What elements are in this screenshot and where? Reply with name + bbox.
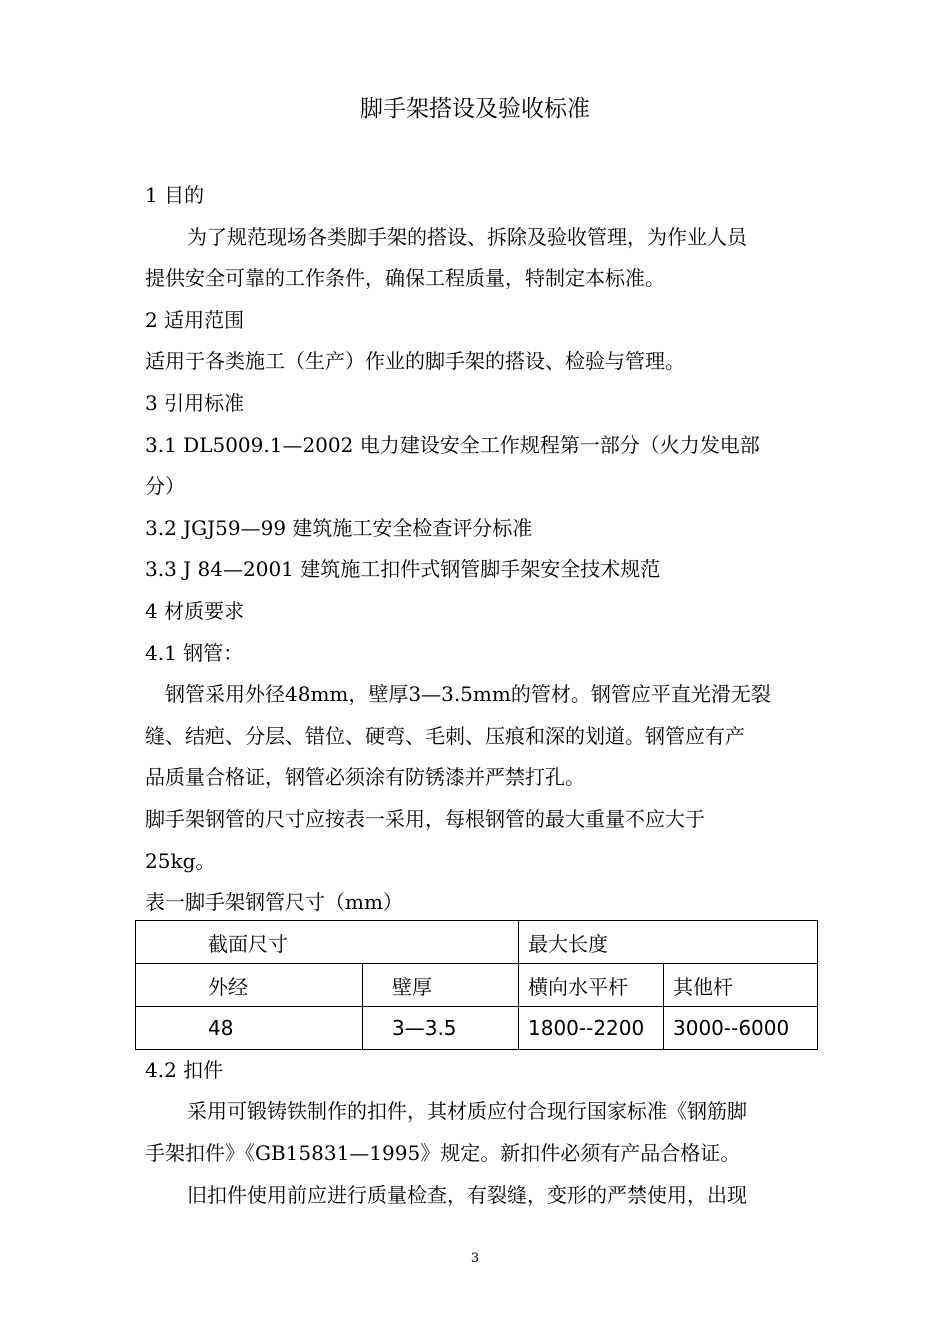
table-cell: 3000--6000 [664, 1007, 818, 1050]
paragraph-line: 手架扣件》《GB15831—1995》规定。新扣件必须有产品合格证。 [145, 1141, 741, 1165]
document-title: 脚手架搭设及验收标准 [360, 96, 590, 122]
paragraph-line: 提供安全可靠的工作条件，确保工程质量，特制定本标准。 [145, 266, 665, 290]
table-header-cell: 外经 [136, 964, 363, 1007]
paragraph-line: 旧扣件使用前应进行质量检查，有裂缝，变形的严禁使用，出现 [187, 1183, 747, 1207]
paragraph-line: 缝、结疤、分层、错位、硬弯、毛刺、压痕和深的划道。钢管应有产 [145, 724, 745, 748]
table-header-cell: 横向水平杆 [519, 964, 664, 1007]
table-row [136, 1007, 818, 1050]
section-heading: 1 目的 [145, 183, 205, 207]
table-cell: 3—3.5 [363, 1007, 519, 1050]
paragraph-line: 脚手架钢管的尺寸应按表一采用，每根钢管的最大重量不应大于 [145, 807, 705, 831]
paragraph-line: 品质量合格证，钢管必须涂有防锈漆并严禁打孔。 [145, 765, 585, 789]
section-heading: 2 适用范围 [145, 308, 245, 332]
steel-pipe-size-table [135, 920, 818, 1050]
table-header-row [136, 921, 818, 964]
subsection-heading: 4.2 扣件 [145, 1058, 224, 1082]
paragraph-line: 为了规范现场各类脚手架的搭设、拆除及验收管理，为作业人员 [187, 225, 747, 249]
table-header-cell: 其他杆 [664, 964, 818, 1007]
reference-item: 分） [145, 474, 185, 498]
paragraph-line: 适用于各类施工（生产）作业的脚手架的搭设、检验与管理。 [145, 349, 685, 373]
page-number: 3 [470, 1251, 480, 1266]
reference-item: 3.3 J 84—2001 建筑施工扣件式钢管脚手架安全技术规范 [145, 557, 661, 581]
table-cell: 48 [136, 1007, 363, 1050]
table-subheader-row [136, 964, 818, 1007]
reference-item: 3.1 DL5009.1—2002 电力建设安全工作规程第一部分（火力发电部 [145, 433, 760, 457]
paragraph-line: 采用可锻铸铁制作的扣件，其材质应付合现行国家标准《钢筋脚 [187, 1099, 747, 1123]
paragraph-line: 25kg。 [145, 849, 216, 873]
subsection-heading: 4.1 钢管： [145, 641, 244, 665]
section-heading: 3 引用标准 [145, 391, 245, 415]
table-header-cell: 最大长度 [519, 921, 818, 964]
table-cell: 1800--2200 [519, 1007, 664, 1050]
section-heading: 4 材质要求 [145, 599, 245, 623]
table-header-cell: 截面尺寸 [136, 921, 519, 964]
table-header-cell: 壁厚 [363, 964, 519, 1007]
reference-item: 3.2 JGJ59—99 建筑施工安全检查评分标准 [145, 516, 533, 540]
table-caption: 表一脚手架钢管尺寸（mm） [145, 890, 403, 914]
paragraph-line: 钢管采用外径48mm，壁厚3—3.5mm的管材。钢管应平直光滑无裂 [165, 682, 771, 706]
